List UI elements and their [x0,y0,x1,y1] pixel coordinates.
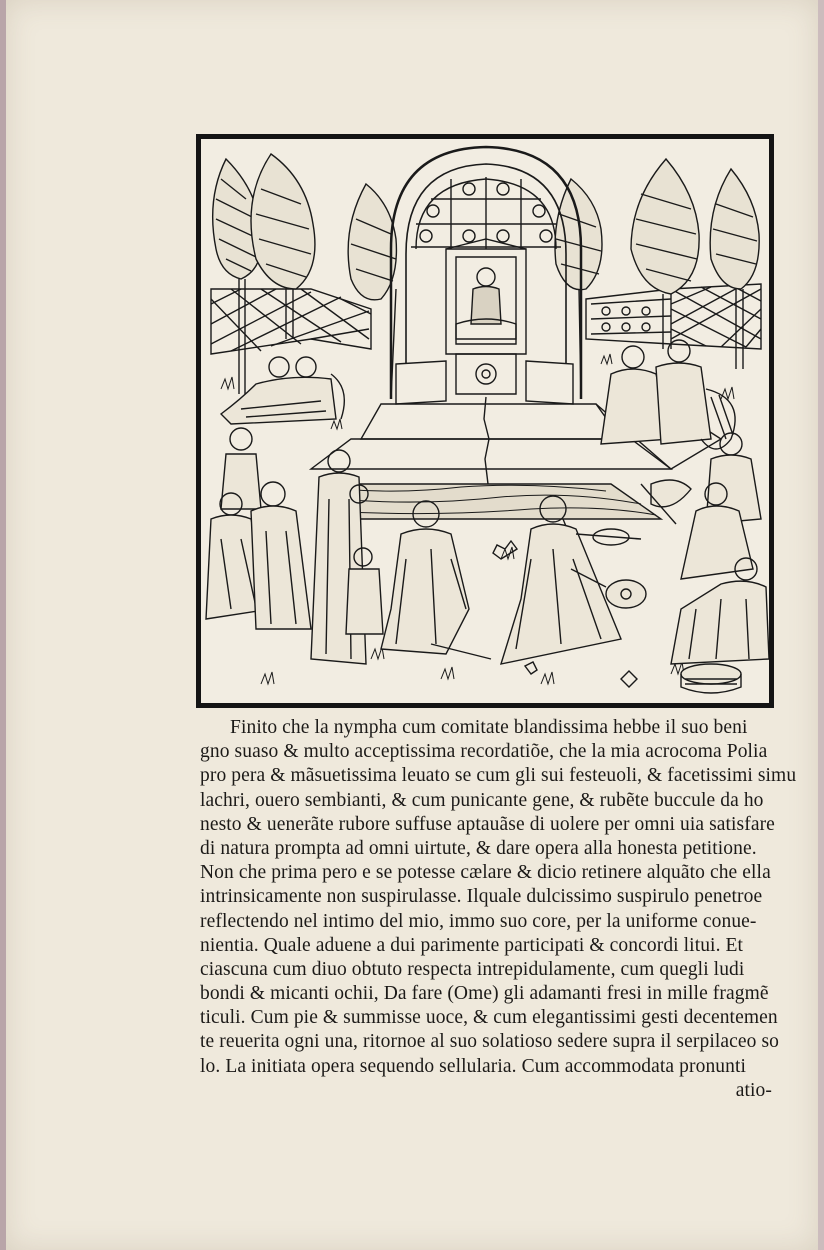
text-line: ciascuna cum diuo obtuto respecta intrepidulamente, cum quegli ludi [200,958,745,980]
text-line: intrinsicamente non suspirulasse. Ilquale dulcissimo suspirulo penetroe [200,886,763,908]
figure-poliphilo [381,501,491,659]
text-line: lachri, ouero sembianti, & cum punicante gene, & rubẽte buccule da ho [200,789,764,811]
text-line: gno suaso & multo acceptissima recordatiõe, che la mia acrocoma Polia [200,741,768,763]
text-line: Finito che la nympha cum comitate blandissima hebbe il suo beni [230,717,748,738]
text-line: nientia. Quale aduene a dui parimente participati & concordi litui. Et [200,934,744,956]
text-line: reflectendo nel intimo del mio, immo suo core, per la uniforme conue- [200,910,757,932]
tree-center-right [555,179,602,290]
page-edge [818,0,824,1250]
lattice-fence-right [586,284,761,349]
catchword: atio- [735,1079,772,1101]
text-line: bondi & micanti ochii, Da fare (Ome) gli adamanti fresi in mille fragmẽ [200,983,769,1005]
figure-polia-center [493,496,641,664]
text-line: nesto & uenerãte rubore suffuse aptauãse di uolere per omni uia satisfare [200,813,775,835]
body-text [200,716,797,1103]
text-line: di natura prompta ad omni uirtute, & dare opera alla honesta petitione. [200,837,757,859]
shrine-statue [446,239,526,394]
figures-nymphs-left [206,428,383,664]
text-line: pro pera & mãsuetissima leuato se cum gli sui festeuoli, & facetissimi simu [200,765,797,787]
text-line: Non che prima pero e se potesse cælare & dicio retinere alquãto che ella [200,862,771,884]
text-line: ticuli. Cum pie & summisse uoce, & cum elegantissimi gesti decentemen [200,1007,778,1029]
text-line: te reuerita ogni una, ritornoe al suo solatioso sedere supra il serpilaceo so [200,1031,779,1053]
text-line: lo. La initiata opera sequendo sellularia. Cum accommodata pronunti [200,1055,747,1077]
tree-center-left [348,184,396,300]
woodcut-illustration [196,134,774,708]
lattice-fence-left [211,289,371,354]
